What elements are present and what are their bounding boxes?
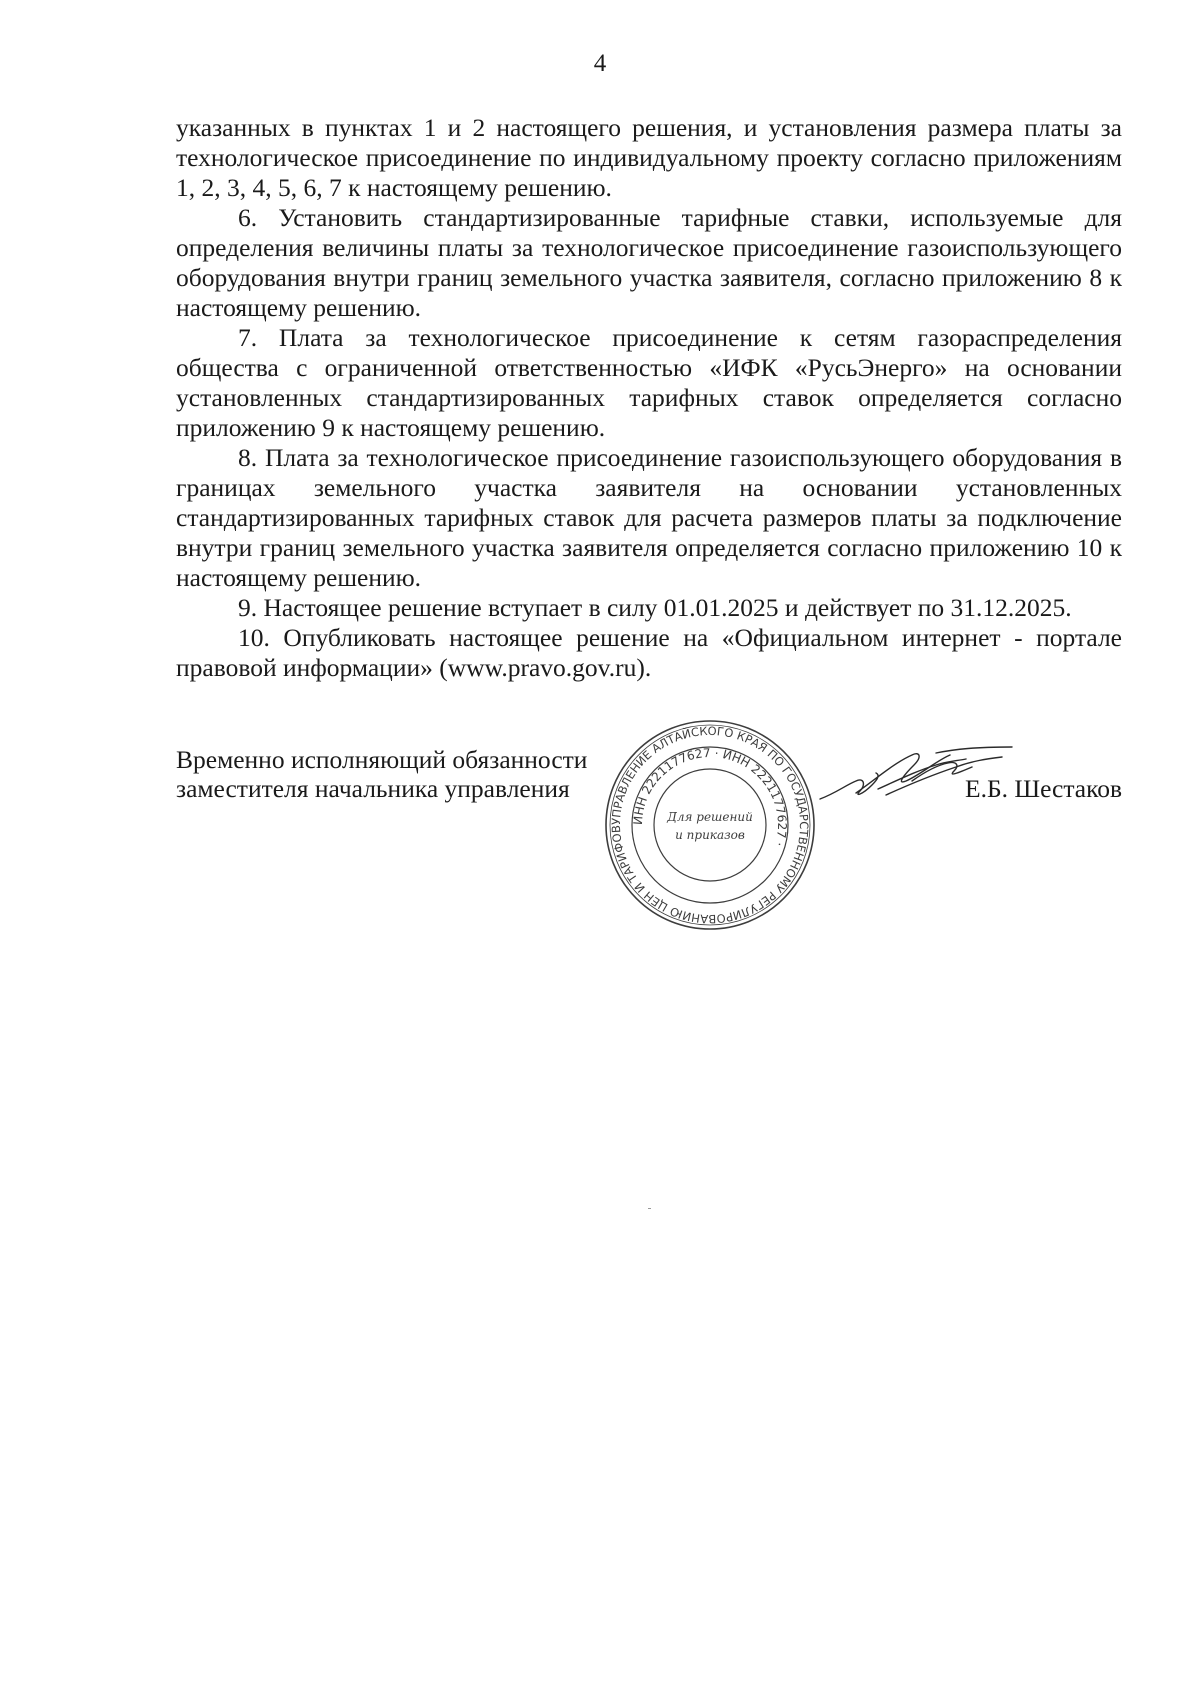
signatory-position [176,745,587,803]
paragraph-7: 7. Плата за технологическое присоединение к сетям газораспределения общества с ограниченной ответственностью «ИФК «РусьЭнерго» на основании установленных стандартизированных тарифных ставок определяется согласно приложению 9 к настоящему решению. [176,323,1122,442]
paragraph-continuation: указанных в пунктах 1 и 2 настоящего решения, и установления размера платы за технологическое присоединение по индивидуальному проекту согласно приложениям 1, 2, 3, 4, 5, 6, 7 к настоящему решению. [176,113,1122,202]
signatory-position-line2: заместителя начальника управления [176,774,570,803]
seal-outer-ring-text: УПРАВЛЕНИЕ АЛТАЙСКОГО КРАЯ ПО ГОСУДАРСТВЕННОМУ РЕГУЛИРОВАНИЮ ЦЕН И ТАРИФОВ [608,723,812,927]
document-body [176,113,1122,683]
official-seal-stamp [600,715,820,935]
paragraph-8: 8. Плата за технологическое присоединение газоиспользующего оборудования в границах земельного участка заявителя на основании установленных стандартизированных тарифных ставок для расчета размеров платы за подключение внутри границ земельного участка заявителя определяется согласно приложению 10 к настоящему решению. [176,443,1122,592]
scan-speck [648,1208,651,1209]
paragraph-10: 10. Опубликовать настоящее решение на «Официальном интернет - портале правовой информации» (www.pravo.gov.ru). [176,623,1122,682]
paragraph-6: 6. Установить стандартизированные тарифные ставки, используемые для определения величины платы за технологическое присоединение газоиспользующего оборудования внутри границ земельного участка заявителя, согласно приложению 8 к настоящему решению. [176,203,1122,322]
signatory-position-line1: Временно исполняющий обязанности [176,745,588,774]
signature-block [176,723,1122,1005]
seal-center-line1: Для решений [667,810,753,824]
seal-center-line2: и приказов [675,828,745,842]
signatory-name: Е.Б. Шестаков [965,774,1122,803]
seal-inner-ring-text: ИНН 2221177627 · ИНН 2221177627 · [630,745,790,849]
paragraph-9: 9. Настоящее решение вступает в силу 01.01.2025 и действует по 31.12.2025. [238,593,1072,622]
page-number: 4 [593,50,607,77]
